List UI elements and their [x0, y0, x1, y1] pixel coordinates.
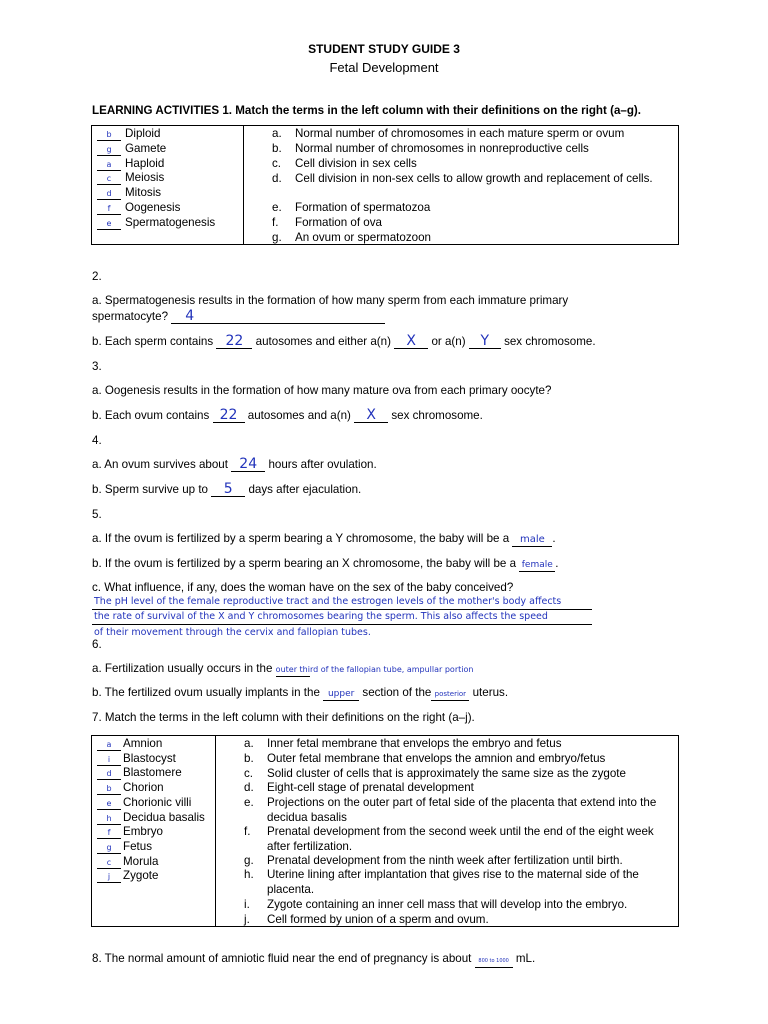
- q5b-pre: b. If the ovum is fertilized by a sperm bearing an X chromosome, the baby will be a: [92, 557, 517, 570]
- q1-answer-field[interactable]: a: [97, 159, 121, 171]
- q7-term-label: Amnion: [123, 737, 163, 750]
- q6a-answer: outer third of the fallopian tube, ampullar portion: [275, 665, 474, 674]
- q7-term-row: [97, 752, 176, 766]
- q8-line: [92, 952, 535, 968]
- q4b-pre: b. Sperm survive up to: [92, 483, 208, 496]
- q7-term-label: Chorion: [123, 781, 164, 795]
- q6a-pre: a. Fertilization usually occurs in the: [92, 662, 273, 675]
- q5b-period: .: [555, 557, 559, 570]
- q2b-pre: b. Each sperm contains: [92, 335, 214, 348]
- q5c-text: c. What influence, if any, does the woman have on the sex of the baby conceived?: [92, 581, 514, 594]
- q3b-line: [92, 409, 483, 423]
- q7-def-text: Uterine lining after implantation that gives rise to the maternal side of the placenta.: [267, 868, 639, 896]
- q5-number: 5.: [92, 508, 102, 521]
- q5a-answer: male: [519, 534, 545, 545]
- q8-pre: 8. The normal amount of amniotic fluid near the end of pregnancy is about: [92, 952, 472, 965]
- q3b-post: sex chromosome.: [391, 409, 483, 422]
- q6b-answer1-field[interactable]: [323, 687, 359, 701]
- q1-term-label: Mitosis: [125, 186, 162, 200]
- q1-term-label: Meiosis: [125, 171, 165, 185]
- q1-term-row: [97, 171, 164, 185]
- q2b-post: sex chromosome.: [504, 335, 596, 348]
- q2a-text2: spermatocyte?: [92, 310, 169, 323]
- q5b-answer: female: [521, 560, 553, 570]
- q4b-line: [92, 483, 361, 497]
- q3b-mid: autosomes and a(n): [247, 409, 351, 422]
- q7-term-label: Fetus: [123, 839, 152, 853]
- q7-answer-field[interactable]: j: [97, 871, 121, 883]
- q7-answer-field[interactable]: d: [97, 768, 121, 780]
- q7-def-letter: j.: [244, 913, 250, 926]
- q5b-answer-field[interactable]: [519, 558, 555, 572]
- q2b-mid2: or a(n): [431, 335, 466, 348]
- q7-answer-field[interactable]: h: [97, 813, 121, 825]
- q7-term-label: Embryo: [123, 825, 163, 839]
- q5a-answer-field[interactable]: [512, 533, 552, 547]
- q1-def-text: An ovum or spermatozoon: [295, 231, 431, 244]
- q7-def-text: Cell formed by union of a sperm and ovum.: [267, 913, 489, 926]
- q4a-answer: 24: [239, 456, 258, 472]
- q3b-answer1: 22: [219, 407, 238, 423]
- q1-term-label: Haploid: [125, 156, 165, 170]
- q2-number: 2.: [92, 270, 102, 283]
- q1-prompt: LEARNING ACTIVITIES 1. Match the terms in the left column with their definitions on the right (a–g).: [92, 104, 642, 117]
- q7-term-row: [97, 869, 158, 883]
- q5a-pre: a. If the ovum is fertilized by a sperm bearing a Y chromosome, the baby will be a: [92, 532, 510, 545]
- q7-def-letter: f.: [244, 825, 251, 838]
- q7-term-row: [97, 796, 191, 810]
- q5a-period: .: [552, 532, 556, 545]
- q7-def-text: Projections on the outer part of fetal side of the placenta that extend into the decidua basalis: [267, 796, 657, 824]
- q1-def-letter: a.: [272, 127, 282, 140]
- q3b-answer1-field[interactable]: [213, 409, 245, 423]
- q4a-line: [92, 458, 377, 472]
- q4-number: 4.: [92, 434, 102, 447]
- q3-number: 3.: [92, 360, 102, 373]
- q7-term-label: Blastocyst: [123, 751, 176, 765]
- q6b-answer1: upper: [327, 689, 355, 699]
- q7-term-row: [97, 781, 164, 795]
- q2b-line: [92, 335, 596, 349]
- q8-answer: 800 to 1000: [478, 958, 509, 964]
- q7-term-label: Zygote: [123, 869, 159, 883]
- q7-term-row: [97, 811, 205, 825]
- q6a-line: [92, 662, 474, 677]
- q7-answer-field[interactable]: e: [97, 798, 121, 810]
- q1-term-row: [97, 127, 160, 141]
- q1-term-label: Diploid: [125, 127, 161, 140]
- page-title: STUDENT STUDY GUIDE 3: [308, 42, 460, 56]
- q7-term-row: [97, 766, 182, 780]
- q2b-answer3-field[interactable]: [469, 335, 501, 349]
- q4b-post: days after ejaculation.: [248, 483, 362, 496]
- q6-number: 6.: [92, 638, 102, 651]
- q7-term-label: Chorionic villi: [123, 795, 192, 809]
- q1-def-letter: f.: [272, 216, 279, 229]
- q7-def-letter: a.: [244, 737, 254, 750]
- q1-def-text: Cell division in non-sex cells to allow growth and replacement of cells.: [295, 172, 653, 185]
- q3a-text: a. Oogenesis results in the formation of how many mature ova from each primary oocyte?: [92, 384, 552, 397]
- q6b-answer2-field[interactable]: [431, 687, 469, 701]
- q7-def-letter: d.: [244, 781, 254, 794]
- q2b-mid1: autosomes and either a(n): [255, 335, 391, 348]
- q7-prompt: 7. Match the terms in the left column with their definitions on the right (a–j).: [92, 711, 475, 724]
- q2b-answer1: 22: [225, 333, 244, 349]
- q1-term-label: Gamete: [125, 141, 167, 155]
- q2b-answer1-field[interactable]: [216, 335, 252, 349]
- q4a-pre: a. An ovum survives about: [92, 458, 228, 471]
- q4a-post: hours after ovulation.: [268, 458, 377, 471]
- q1-def-text: Normal number of chromosomes in each mature sperm or ovum: [295, 127, 625, 140]
- q7-answer-field[interactable]: i: [97, 754, 121, 766]
- q1-def-text: Cell division in sex cells: [295, 157, 417, 170]
- q1-term-row: [97, 157, 164, 171]
- q7-def-text: Prenatal development from the second week until the end of the eight week after fertilization.: [267, 825, 654, 853]
- q7-def-letter: c.: [244, 767, 254, 780]
- q2a-line2: [92, 310, 385, 324]
- q4a-answer-field[interactable]: [231, 458, 265, 472]
- q7-def-text: Outer fetal membrane that envelops the amnion and embryo/fetus: [267, 752, 606, 765]
- q6b-post: uterus.: [472, 686, 509, 699]
- q2b-answer2-field[interactable]: [394, 335, 428, 349]
- q2a-answer-field[interactable]: [171, 310, 385, 324]
- q1-term-label: Oogenesis: [125, 201, 181, 214]
- q1-def-text: Normal number of chromosomes in nonreproductive cells: [295, 142, 589, 155]
- q7-def-text: Solid cluster of cells that is approximately the same size as the zygote: [267, 767, 626, 780]
- q1-answer-field[interactable]: c: [97, 173, 121, 185]
- q7-answer-field[interactable]: a: [97, 739, 121, 751]
- q7-answer-field[interactable]: c: [97, 857, 121, 869]
- q1-term-row: [97, 216, 215, 230]
- q5c-answer-line2[interactable]: the rate of survival of the X and Y chromosomes bearing the sperm. This also affects the speed: [94, 611, 548, 622]
- q1-def-letter: c.: [272, 157, 282, 170]
- q2a-text: a. Spermatogenesis results in the formation of how many sperm from each immature primary: [92, 294, 569, 307]
- q1-answer-field[interactable]: d: [97, 188, 121, 200]
- q2a-answer: 4: [185, 308, 195, 324]
- q5c-answer-line1[interactable]: The pH level of the female reproductive tract and the estrogen levels of the mother's body affects: [94, 596, 562, 607]
- q7-def-text: Zygote containing an inner cell mass that will develop into the embryo.: [267, 898, 628, 911]
- q2b-answer3: Y: [480, 333, 490, 349]
- q1-answer-field[interactable]: g: [97, 144, 121, 156]
- q1-def-text: Formation of spermatozoa: [295, 201, 431, 214]
- q7-term-label: Morula: [123, 854, 159, 868]
- q7-def-text: Prenatal development from the ninth week after fertilization until birth.: [267, 854, 623, 867]
- q7-def-letter: e.: [244, 796, 254, 809]
- q1-def-letter: g.: [272, 231, 282, 244]
- q7-term-label: Decidua basalis: [123, 810, 205, 824]
- q7-term-label: Blastomere: [123, 766, 182, 780]
- q7-answer-field[interactable]: f: [97, 827, 121, 839]
- q6a-answer-field[interactable]: [275, 663, 474, 677]
- q1-answer-field[interactable]: b: [97, 129, 121, 141]
- q5a-line: [92, 532, 556, 547]
- q2b-answer2: X: [406, 333, 416, 349]
- q1-term-row: [97, 186, 161, 200]
- q1-term-row: [97, 142, 166, 156]
- q6b-pre: b. The fertilized ovum usually implants in the: [92, 686, 320, 699]
- q4b-answer: 5: [223, 481, 233, 497]
- q6b-mid: section of the: [362, 686, 432, 699]
- q4b-answer-field[interactable]: [211, 483, 245, 497]
- q1-def-letter: d.: [272, 172, 282, 185]
- q1-term-label: Spermatogenesis: [125, 215, 216, 229]
- q7-term-row: [97, 855, 158, 869]
- q7-def-text: Inner fetal membrane that envelops the embryo and fetus: [267, 737, 562, 750]
- q3b-answer2: X: [366, 407, 376, 423]
- q8-answer-field[interactable]: [475, 953, 513, 968]
- q7-term-row: [97, 825, 163, 839]
- q1-def-letter: e.: [272, 201, 282, 214]
- q7-def-letter: i.: [244, 898, 250, 911]
- q5c-answer-line3[interactable]: of their movement through the cervix and fallopian tubes.: [94, 627, 371, 638]
- q3b-pre: b. Each ovum contains: [92, 409, 210, 422]
- q1-answer-field[interactable]: e: [97, 218, 121, 230]
- q7-def-letter: h.: [244, 868, 254, 881]
- q7-term-row: [97, 737, 162, 751]
- q7-def-letter: b.: [244, 752, 254, 765]
- q7-answer-field[interactable]: b: [97, 783, 121, 795]
- q1-def-text: Formation of ova: [295, 216, 382, 229]
- q7-answer-field[interactable]: g: [97, 842, 121, 854]
- q6b-line: [92, 686, 508, 701]
- page-subtitle: Fetal Development: [329, 60, 439, 75]
- q1-answer-field[interactable]: f: [97, 203, 121, 215]
- q7-def-text: Eight-cell stage of prenatal development: [267, 781, 474, 794]
- q3b-answer2-field[interactable]: [354, 409, 388, 423]
- q5b-line: [92, 557, 559, 572]
- q6b-answer2: posterior: [434, 690, 467, 698]
- q8-post: mL.: [515, 952, 536, 965]
- q1-def-letter: b.: [272, 142, 282, 155]
- q7-def-letter: g.: [244, 854, 254, 867]
- q7-term-row: [97, 840, 152, 854]
- q1-term-row: [97, 201, 180, 215]
